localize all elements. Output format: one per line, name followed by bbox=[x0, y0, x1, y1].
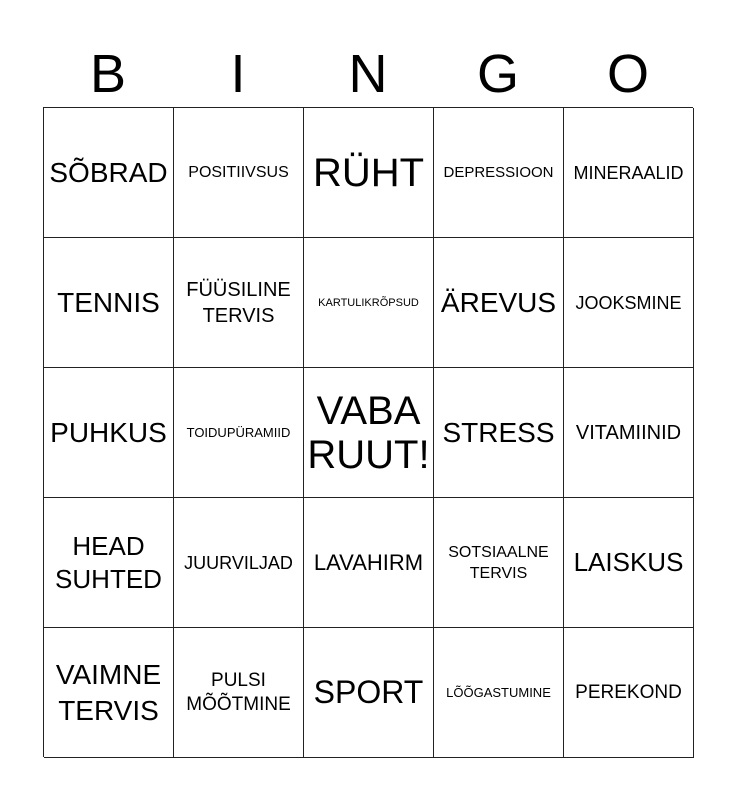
bingo-cell-r4c3[interactable] bbox=[434, 628, 564, 758]
header-letter-i: I bbox=[230, 44, 246, 104]
bingo-cell-label: FÜÜSILINE TERVIS bbox=[186, 278, 291, 327]
bingo-cell-r0c1[interactable] bbox=[174, 108, 304, 238]
bingo-cell-r0c3[interactable] bbox=[434, 108, 564, 238]
free-space-cell[interactable] bbox=[304, 368, 434, 498]
bingo-cell-label: PEREKOND bbox=[575, 681, 682, 703]
bingo-cell-label: TOIDUPÜRAMIID bbox=[186, 424, 291, 440]
bingo-cell-label: LÕÕGASTUMINE bbox=[446, 684, 551, 700]
bingo-cell-r0c0[interactable] bbox=[44, 108, 174, 238]
bingo-cell-label: ÄREVUS bbox=[440, 287, 557, 318]
header-letter-o: O bbox=[606, 44, 649, 104]
bingo-cell-r3c4[interactable] bbox=[564, 498, 694, 628]
bingo-cell-r1c3[interactable] bbox=[434, 238, 564, 368]
bingo-cell-r1c4[interactable] bbox=[564, 238, 694, 368]
bingo-cell-r4c4[interactable] bbox=[564, 628, 694, 758]
bingo-cell-r2c3[interactable] bbox=[434, 368, 564, 498]
bingo-header bbox=[43, 40, 693, 108]
bingo-cell-r4c0[interactable] bbox=[44, 628, 174, 758]
bingo-cell-label: SÕBRAD bbox=[49, 157, 168, 188]
bingo-cell-r3c3[interactable] bbox=[434, 498, 564, 628]
bingo-cell-label: SOTSIAALNE TERVIS bbox=[448, 543, 549, 582]
bingo-cell-r1c2[interactable] bbox=[304, 238, 434, 368]
bingo-cell-r2c4[interactable] bbox=[564, 368, 694, 498]
bingo-cell-label: PUHKUS bbox=[50, 417, 167, 448]
bingo-cell-r2c1[interactable] bbox=[174, 368, 304, 498]
bingo-cell-r4c1[interactable] bbox=[174, 628, 304, 758]
bingo-cell-label: LAVAHIRM bbox=[313, 549, 424, 575]
bingo-cell-label: DEPRESSIOON bbox=[443, 163, 554, 181]
bingo-cell-label: TENNIS bbox=[57, 287, 160, 318]
bingo-cell-label: KARTULIKRÕPSUD bbox=[318, 296, 419, 309]
bingo-board bbox=[43, 107, 693, 757]
bingo-cell-r1c0[interactable] bbox=[44, 238, 174, 368]
bingo-cell-label: RÜHT bbox=[312, 150, 425, 195]
bingo-cell-label: STRESS bbox=[442, 417, 555, 448]
bingo-cell-label: HEAD SUHTED bbox=[55, 530, 162, 594]
bingo-cell-label: PULSI MÕÕTMINE bbox=[186, 669, 291, 715]
bingo-cell-r0c2[interactable] bbox=[304, 108, 434, 238]
bingo-cell-label: JOOKSMINE bbox=[575, 292, 682, 313]
free-space-label: VABA RUUT! bbox=[307, 388, 430, 477]
bingo-cell-r4c2[interactable] bbox=[304, 628, 434, 758]
bingo-cell-label: SPORT bbox=[313, 674, 424, 710]
bingo-cell-label: LAISKUS bbox=[573, 547, 684, 577]
header-letter-g: G bbox=[476, 44, 519, 104]
bingo-cell-label: JUURVILJAD bbox=[184, 552, 293, 573]
bingo-cell-r3c1[interactable] bbox=[174, 498, 304, 628]
header-letter-n: N bbox=[348, 44, 388, 104]
bingo-cell-r1c1[interactable] bbox=[174, 238, 304, 368]
bingo-cell-label: VAIMNE TERVIS bbox=[55, 658, 162, 726]
bingo-cell-r3c0[interactable] bbox=[44, 498, 174, 628]
bingo-cell-label: MINERAALID bbox=[573, 162, 684, 183]
bingo-cell-label: VITAMIINID bbox=[575, 421, 682, 444]
bingo-cell-r0c4[interactable] bbox=[564, 108, 694, 238]
bingo-cell-r3c2[interactable] bbox=[304, 498, 434, 628]
bingo-cell-r2c0[interactable] bbox=[44, 368, 174, 498]
bingo-cell-label: POSITIIVSUS bbox=[188, 163, 289, 181]
header-letter-b: B bbox=[89, 44, 127, 104]
